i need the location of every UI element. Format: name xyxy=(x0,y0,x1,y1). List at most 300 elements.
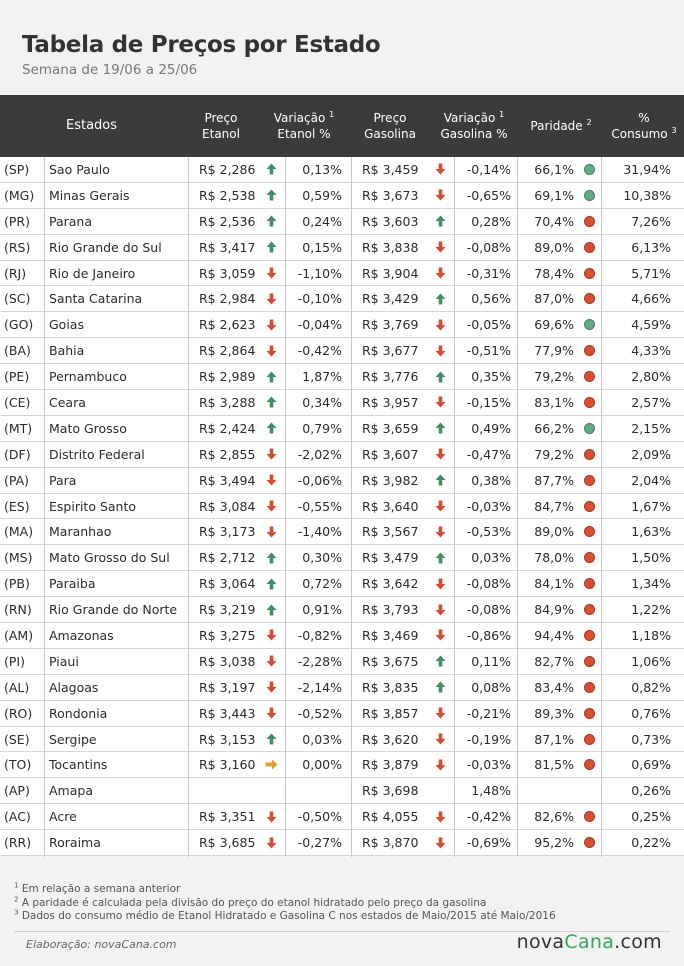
parity-value: 82,6% xyxy=(534,809,574,825)
parity-value: 70,4% xyxy=(534,213,574,229)
state-code: (MG) xyxy=(4,187,35,203)
gasoline-trend xyxy=(431,597,449,622)
gasoline-price: R$ 3,793 xyxy=(362,602,419,618)
state-code: (SE) xyxy=(4,731,30,747)
parity-indicator xyxy=(582,494,596,519)
ethanol-trend xyxy=(262,494,280,519)
ethanol-variation: -0,82% xyxy=(297,627,342,643)
state-name: Goias xyxy=(49,317,84,333)
ethanol-price: R$ 3,059 xyxy=(199,265,256,281)
arrow-up-icon xyxy=(435,293,446,305)
table-row xyxy=(0,752,684,778)
table-row xyxy=(0,286,684,312)
gasoline-price: R$ 3,904 xyxy=(362,265,419,281)
parity-indicator xyxy=(582,416,596,441)
gasoline-trend xyxy=(431,390,449,415)
ethanol-price: R$ 2,855 xyxy=(199,446,256,462)
gasoline-variation: -0,42% xyxy=(466,809,511,825)
red-dot-icon xyxy=(584,682,595,693)
parity-value: 69,1% xyxy=(534,187,574,203)
footnote: $^2$ A paridade é calculada pela divisão do preço do etanol hidratado pelo preço da gasolina xyxy=(14,895,487,909)
ethanol-price: R$ 3,417 xyxy=(199,239,256,255)
arrow-down-icon xyxy=(435,526,446,538)
table-row xyxy=(0,778,684,804)
header-variacao-etanol: Variação $^1$ Etanol % xyxy=(273,110,335,141)
arrow-down-icon xyxy=(266,500,277,512)
green-dot-icon xyxy=(584,190,595,201)
ethanol-price: R$ 3,173 xyxy=(199,524,256,540)
state-code: (AM) xyxy=(4,627,34,643)
ethanol-price: R$ 3,275 xyxy=(199,627,256,643)
state-name: Rio de Janeiro xyxy=(49,265,136,281)
consumption-share: 4,59% xyxy=(631,317,671,333)
parity-value: 77,9% xyxy=(534,343,574,359)
red-dot-icon xyxy=(584,552,595,563)
arrow-up-icon xyxy=(435,474,446,486)
arrow-down-icon xyxy=(266,837,277,849)
gasoline-trend xyxy=(431,442,449,467)
red-dot-icon xyxy=(584,293,595,304)
parity-value: 79,2% xyxy=(534,369,574,385)
red-dot-icon xyxy=(584,216,595,227)
state-name: Acre xyxy=(49,809,77,825)
ethanol-trend xyxy=(262,571,280,596)
column-divider xyxy=(454,157,455,857)
table-row xyxy=(0,494,684,520)
ethanol-variation: 0,91% xyxy=(302,602,342,618)
parity-value: 78,0% xyxy=(534,550,574,566)
state-name: Minas Gerais xyxy=(49,187,130,203)
ethanol-price: R$ 2,712 xyxy=(199,550,256,566)
parity-value: 69,6% xyxy=(534,317,574,333)
state-code: (MA) xyxy=(4,524,34,540)
gasoline-variation: -0,19% xyxy=(466,731,511,747)
state-code: (RN) xyxy=(4,602,32,618)
column-divider xyxy=(285,157,286,857)
parity-value: 89,3% xyxy=(534,705,574,721)
state-code: (RJ) xyxy=(4,265,27,281)
state-code: (GO) xyxy=(4,317,34,333)
gasoline-trend xyxy=(431,778,449,803)
consumption-share: 5,71% xyxy=(631,265,671,281)
table-row xyxy=(0,442,684,468)
gasoline-price: R$ 3,870 xyxy=(362,835,419,851)
arrow-down-icon xyxy=(435,629,446,641)
gasoline-variation: 0,49% xyxy=(471,420,511,436)
arrow-up-icon xyxy=(266,552,277,564)
gasoline-variation: -0,86% xyxy=(466,627,511,643)
green-dot-icon xyxy=(584,319,595,330)
state-code: (SC) xyxy=(4,291,31,307)
ethanol-price: R$ 3,160 xyxy=(199,757,256,773)
gasoline-price: R$ 3,675 xyxy=(362,653,419,669)
consumption-share: 6,13% xyxy=(631,239,671,255)
ethanol-price: R$ 3,494 xyxy=(199,472,256,488)
ethanol-price: R$ 2,984 xyxy=(199,291,256,307)
ethanol-variation: 0,79% xyxy=(302,420,342,436)
consumption-share: 0,69% xyxy=(631,757,671,773)
state-code: (AL) xyxy=(4,679,30,695)
table-row xyxy=(0,261,684,287)
arrow-down-icon xyxy=(266,526,277,538)
state-name: Alagoas xyxy=(49,679,99,695)
arrow-up-icon xyxy=(266,241,277,253)
arrow-down-icon xyxy=(266,448,277,460)
ethanol-variation: 0,34% xyxy=(302,394,342,410)
parity-value: 87,1% xyxy=(534,731,574,747)
gasoline-trend xyxy=(431,157,449,182)
ethanol-price: R$ 3,038 xyxy=(199,653,256,669)
gasoline-trend xyxy=(431,364,449,389)
state-name: Amazonas xyxy=(49,627,114,643)
parity-value: 87,7% xyxy=(534,472,574,488)
consumption-share: 1,50% xyxy=(631,550,671,566)
state-name: Pernambuco xyxy=(49,369,127,385)
arrow-up-icon xyxy=(266,163,277,175)
parity-indicator xyxy=(582,804,596,829)
table-row xyxy=(0,545,684,571)
parity-indicator xyxy=(582,157,596,182)
parity-indicator xyxy=(582,183,596,208)
gasoline-price: R$ 3,659 xyxy=(362,420,419,436)
state-code: (PR) xyxy=(4,213,30,229)
state-code: (PE) xyxy=(4,369,30,385)
gasoline-variation: -0,65% xyxy=(466,187,511,203)
column-divider xyxy=(188,157,189,857)
ethanol-trend xyxy=(262,338,280,363)
ethanol-variation: 0,13% xyxy=(302,161,342,177)
gasoline-trend xyxy=(431,649,449,674)
ethanol-trend xyxy=(262,235,280,260)
parity-indicator xyxy=(582,545,596,570)
gasoline-price: R$ 3,429 xyxy=(362,291,419,307)
ethanol-variation: -0,06% xyxy=(297,472,342,488)
parity-value: 83,4% xyxy=(534,679,574,695)
parity-indicator xyxy=(582,468,596,493)
table-row xyxy=(0,701,684,727)
red-dot-icon xyxy=(584,811,595,822)
consumption-share: 2,15% xyxy=(631,420,671,436)
ethanol-trend xyxy=(262,675,280,700)
ethanol-variation: 0,72% xyxy=(302,576,342,592)
ethanol-price: R$ 3,219 xyxy=(199,602,256,618)
parity-indicator xyxy=(582,209,596,234)
gasoline-trend xyxy=(431,209,449,234)
consumption-share: 0,26% xyxy=(631,783,671,799)
gasoline-price: R$ 3,879 xyxy=(362,757,419,773)
parity-indicator xyxy=(582,623,596,648)
red-dot-icon xyxy=(584,242,595,253)
arrow-down-icon xyxy=(435,267,446,279)
arrow-up-icon xyxy=(266,733,277,745)
parity-value: 78,4% xyxy=(534,265,574,281)
header-preco-etanol: Preço Etanol xyxy=(202,111,240,141)
parity-value: 84,7% xyxy=(534,498,574,514)
arrow-down-icon xyxy=(435,189,446,201)
credit-text: Elaboração: novaCana.com xyxy=(26,938,177,951)
consumption-share: 0,25% xyxy=(631,809,671,825)
gasoline-variation: 0,28% xyxy=(471,213,511,229)
column-divider xyxy=(351,157,352,857)
gasoline-price: R$ 3,769 xyxy=(362,317,419,333)
state-name: Santa Catarina xyxy=(49,291,143,307)
gasoline-trend xyxy=(431,571,449,596)
arrow-down-icon xyxy=(266,345,277,357)
ethanol-variation: -2,14% xyxy=(297,679,342,695)
header-paridade: Paridade $^2$ xyxy=(530,118,592,133)
gasoline-variation: 0,08% xyxy=(471,679,511,695)
arrow-up-icon xyxy=(435,655,446,667)
arrow-down-icon xyxy=(435,707,446,719)
gasoline-trend xyxy=(431,235,449,260)
ethanol-variation xyxy=(286,778,342,803)
parity-value: 83,1% xyxy=(534,394,574,410)
ethanol-price: R$ 2,864 xyxy=(199,343,256,359)
arrow-up-icon xyxy=(435,552,446,564)
ethanol-price: R$ 3,153 xyxy=(199,731,256,747)
arrow-up-icon xyxy=(266,604,277,616)
gasoline-variation: -0,51% xyxy=(466,343,511,359)
arrow-up-icon xyxy=(266,396,277,408)
state-name: Sergipe xyxy=(49,731,97,747)
gasoline-variation: -0,03% xyxy=(466,757,511,773)
ethanol-trend xyxy=(262,442,280,467)
state-name: Parana xyxy=(49,213,93,229)
ethanol-trend xyxy=(262,261,280,286)
gasoline-price: R$ 3,620 xyxy=(362,731,419,747)
parity-value: 84,1% xyxy=(534,576,574,592)
table-row xyxy=(0,727,684,753)
gasoline-price: R$ 3,640 xyxy=(362,498,419,514)
gasoline-price: R$ 3,776 xyxy=(362,369,419,385)
consumption-share: 7,26% xyxy=(631,213,671,229)
arrow-up-icon xyxy=(435,681,446,693)
ethanol-trend xyxy=(262,416,280,441)
state-name: Roraima xyxy=(49,835,101,851)
table-row xyxy=(0,338,684,364)
state-name: Rio Grande do Sul xyxy=(49,239,162,255)
page-subtitle: Semana de 19/06 a 25/06 xyxy=(22,62,198,78)
gasoline-trend xyxy=(431,623,449,648)
table-body xyxy=(0,157,684,856)
gasoline-variation: 0,35% xyxy=(471,369,511,385)
gasoline-variation: -0,53% xyxy=(466,524,511,540)
table-row xyxy=(0,468,684,494)
ethanol-trend xyxy=(262,157,280,182)
ethanol-trend xyxy=(262,286,280,311)
red-dot-icon xyxy=(584,656,595,667)
arrow-down-icon xyxy=(266,655,277,667)
arrow-down-icon xyxy=(435,500,446,512)
arrow-up-icon xyxy=(266,371,277,383)
state-code: (PA) xyxy=(4,472,30,488)
ethanol-trend xyxy=(262,183,280,208)
arrow-down-icon xyxy=(435,345,446,357)
consumption-share: 1,06% xyxy=(631,653,671,669)
column-divider xyxy=(601,157,602,857)
ethanol-variation: 0,24% xyxy=(302,213,342,229)
red-dot-icon xyxy=(584,345,595,356)
consumption-share: 1,34% xyxy=(631,576,671,592)
ethanol-trend xyxy=(262,649,280,674)
table-row xyxy=(0,804,684,830)
parity-indicator xyxy=(582,312,596,337)
gasoline-price: R$ 3,459 xyxy=(362,161,419,177)
footnote: $^3$ Dados do consumo médio de Etanol Hidratado e Gasolina C nos estados de Maio/2015 até Maio/2016 xyxy=(14,908,556,922)
ethanol-variation: 1,87% xyxy=(302,369,342,385)
parity-indicator xyxy=(582,727,596,752)
gasoline-trend xyxy=(431,752,449,777)
table-row xyxy=(0,183,684,209)
state-name: Maranhao xyxy=(49,524,112,540)
ethanol-trend xyxy=(262,519,280,544)
gasoline-trend xyxy=(431,830,449,855)
state-name: Amapa xyxy=(49,783,93,799)
header-consumo: % Consumo $^3$ xyxy=(611,111,677,141)
ethanol-variation: 0,59% xyxy=(302,187,342,203)
consumption-share: 0,73% xyxy=(631,731,671,747)
arrow-down-icon xyxy=(266,707,277,719)
arrow-down-icon xyxy=(435,759,446,771)
parity-indicator xyxy=(582,261,596,286)
state-code: (AC) xyxy=(4,809,31,825)
arrow-up-icon xyxy=(435,422,446,434)
table-row xyxy=(0,623,684,649)
page-title: Tabela de Preços por Estado xyxy=(22,32,381,58)
state-code: (AP) xyxy=(4,783,30,799)
gasoline-trend xyxy=(431,675,449,700)
header-variacao-gasolina: Variação $^1$ Gasolina % xyxy=(440,110,508,141)
state-name: Piaui xyxy=(49,653,79,669)
arrow-up-icon xyxy=(435,215,446,227)
parity-value xyxy=(520,778,574,803)
ethanol-price: R$ 3,084 xyxy=(199,498,256,514)
ethanol-variation: -1,10% xyxy=(297,265,342,281)
gasoline-price: R$ 3,642 xyxy=(362,576,419,592)
ethanol-variation: 0,00% xyxy=(302,757,342,773)
gasoline-variation: 0,03% xyxy=(471,550,511,566)
red-dot-icon xyxy=(584,475,595,486)
consumption-share: 1,18% xyxy=(631,627,671,643)
gasoline-variation: -0,03% xyxy=(466,498,511,514)
ethanol-variation: 0,15% xyxy=(302,239,342,255)
red-dot-icon xyxy=(584,397,595,408)
gasoline-price: R$ 3,857 xyxy=(362,705,419,721)
gasoline-trend xyxy=(431,494,449,519)
consumption-share: 4,66% xyxy=(631,291,671,307)
red-dot-icon xyxy=(584,759,595,770)
state-name: Ceara xyxy=(49,394,86,410)
parity-value: 89,0% xyxy=(534,524,574,540)
column-divider xyxy=(517,157,518,857)
ethanol-price: R$ 2,286 xyxy=(199,161,256,177)
column-divider xyxy=(44,157,45,857)
parity-value: 82,7% xyxy=(534,653,574,669)
consumption-share: 0,76% xyxy=(631,705,671,721)
ethanol-trend xyxy=(262,312,280,337)
consumption-share: 2,80% xyxy=(631,369,671,385)
ethanol-variation: -2,28% xyxy=(297,653,342,669)
ethanol-trend xyxy=(262,778,280,803)
ethanol-variation: -0,50% xyxy=(297,809,342,825)
ethanol-trend xyxy=(262,545,280,570)
state-name: Bahia xyxy=(49,343,85,359)
table-row xyxy=(0,235,684,261)
gasoline-price: R$ 3,603 xyxy=(362,213,419,229)
gasoline-trend xyxy=(431,312,449,337)
red-dot-icon xyxy=(584,268,595,279)
gasoline-price: R$ 3,677 xyxy=(362,343,419,359)
gasoline-price: R$ 3,673 xyxy=(362,187,419,203)
parity-indicator xyxy=(582,830,596,855)
red-dot-icon xyxy=(584,501,595,512)
parity-value: 79,2% xyxy=(534,446,574,462)
parity-indicator xyxy=(582,442,596,467)
gasoline-variation: -0,31% xyxy=(466,265,511,281)
consumption-share: 2,04% xyxy=(631,472,671,488)
parity-indicator xyxy=(582,752,596,777)
brand-logo: novaCana.com xyxy=(516,931,662,953)
header-estados: Estados xyxy=(66,118,118,133)
footnotes xyxy=(14,883,556,924)
state-name: Mato Grosso xyxy=(49,420,127,436)
red-dot-icon xyxy=(584,837,595,848)
ethanol-trend xyxy=(262,701,280,726)
state-code: (DF) xyxy=(4,446,31,462)
arrow-down-icon xyxy=(435,604,446,616)
gasoline-trend xyxy=(431,804,449,829)
gasoline-variation: -0,69% xyxy=(466,835,511,851)
ethanol-price: R$ 3,288 xyxy=(199,394,256,410)
ethanol-trend xyxy=(262,804,280,829)
parity-indicator xyxy=(582,597,596,622)
gasoline-price: R$ 3,567 xyxy=(362,524,419,540)
parity-indicator xyxy=(582,390,596,415)
gasoline-trend xyxy=(431,519,449,544)
gasoline-trend xyxy=(431,545,449,570)
state-name: Mato Grosso do Sul xyxy=(49,550,170,566)
gasoline-price: R$ 3,835 xyxy=(362,679,419,695)
ethanol-variation: 0,03% xyxy=(302,731,342,747)
ethanol-price: R$ 3,351 xyxy=(199,809,256,825)
consumption-share: 10,38% xyxy=(623,187,671,203)
arrow-down-icon xyxy=(435,733,446,745)
arrow-up-icon xyxy=(435,371,446,383)
gasoline-trend xyxy=(431,701,449,726)
footnote: $^1$ Em relação a semana anterior xyxy=(14,881,181,895)
state-code: (CE) xyxy=(4,394,31,410)
table-row xyxy=(0,597,684,623)
gasoline-trend xyxy=(431,338,449,363)
gasoline-variation: 0,38% xyxy=(471,472,511,488)
consumption-share: 31,94% xyxy=(623,161,671,177)
ethanol-trend xyxy=(262,209,280,234)
ethanol-variation: -0,04% xyxy=(297,317,342,333)
gasoline-variation: 1,48% xyxy=(471,783,511,799)
parity-value: 84,9% xyxy=(534,602,574,618)
arrow-down-icon xyxy=(435,811,446,823)
ethanol-variation: -0,52% xyxy=(297,705,342,721)
gasoline-trend xyxy=(431,416,449,441)
arrow-down-icon xyxy=(266,293,277,305)
consumption-share: 2,57% xyxy=(631,394,671,410)
consumption-share: 4,33% xyxy=(631,343,671,359)
gasoline-price: R$ 3,479 xyxy=(362,550,419,566)
state-name: Distrito Federal xyxy=(49,446,145,462)
gasoline-variation: 0,11% xyxy=(471,653,511,669)
consumption-share: 0,22% xyxy=(631,835,671,851)
parity-indicator xyxy=(582,701,596,726)
